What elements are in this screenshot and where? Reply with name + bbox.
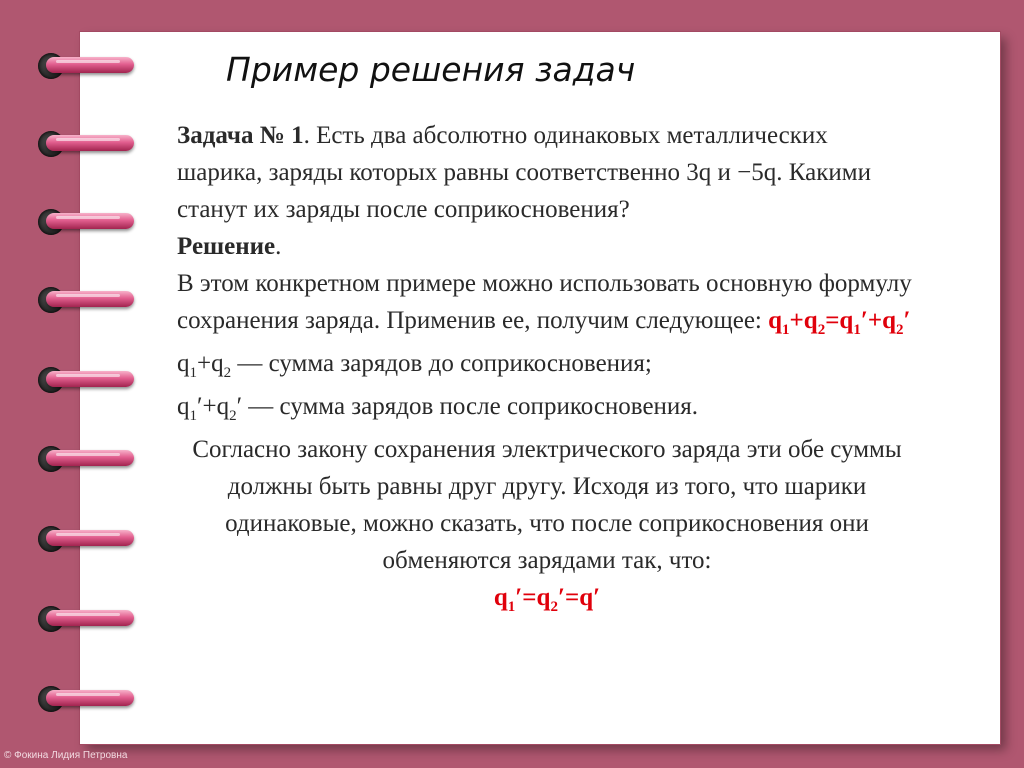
slide-title: Пример решения задач (226, 50, 636, 89)
spiral-ring (36, 683, 136, 715)
spiral-ring (36, 284, 136, 316)
copyright-footer: © Фокина Лидия Петровна (4, 750, 128, 761)
task-text: . Есть два абсолютно одинаковых металлических шарика, заряды которых равны соответственно 3q и −5q. Какими станут их заряды после соприкосновения? (177, 122, 871, 223)
formula-conservation: $q_1+q_2=q_1'+q_2'$ (768, 307, 911, 338)
solution-label: Решение (177, 233, 276, 260)
sum-after-line (177, 388, 917, 425)
solution-intro (177, 265, 917, 339)
spiral-ring (36, 206, 136, 238)
spiral-ring (36, 603, 136, 635)
spiral-ring (36, 128, 136, 160)
spiral-ring (36, 523, 136, 555)
task-statement (177, 117, 917, 228)
sum-before-expr: $q_1+q_2$ (177, 350, 232, 381)
solution-heading: Решение. (177, 233, 282, 260)
final-formula-line (177, 579, 917, 616)
sum-before-text: — сумма зарядов до соприкосновения; (237, 350, 652, 377)
solution-intro-text: В этом конкретном примере можно использовать основную формулу сохранения заряда. Применив ее, получим следующее: (177, 270, 912, 334)
sum-after-text: — сумма зарядов после соприкосновения. (242, 393, 699, 420)
task-label: Задача № 1 (177, 122, 304, 149)
sum-before-line (177, 345, 917, 382)
spiral-ring (36, 50, 136, 82)
formula-result: $q_1'=q_2'=q'$ (493, 584, 601, 615)
spiral-ring (36, 364, 136, 396)
spiral-ring (36, 443, 136, 475)
sum-after-expr: $q_1'+q_2'$ (177, 393, 243, 424)
slide-content (177, 117, 917, 616)
conclusion-paragraph: Согласно закону сохранения электрического заряда эти обе суммы должны быть равны друг другу. Исходя из того, что шарики одинаковые, можно сказать, что после соприкосновения они обменяются зарядами так, что: (192, 436, 902, 574)
